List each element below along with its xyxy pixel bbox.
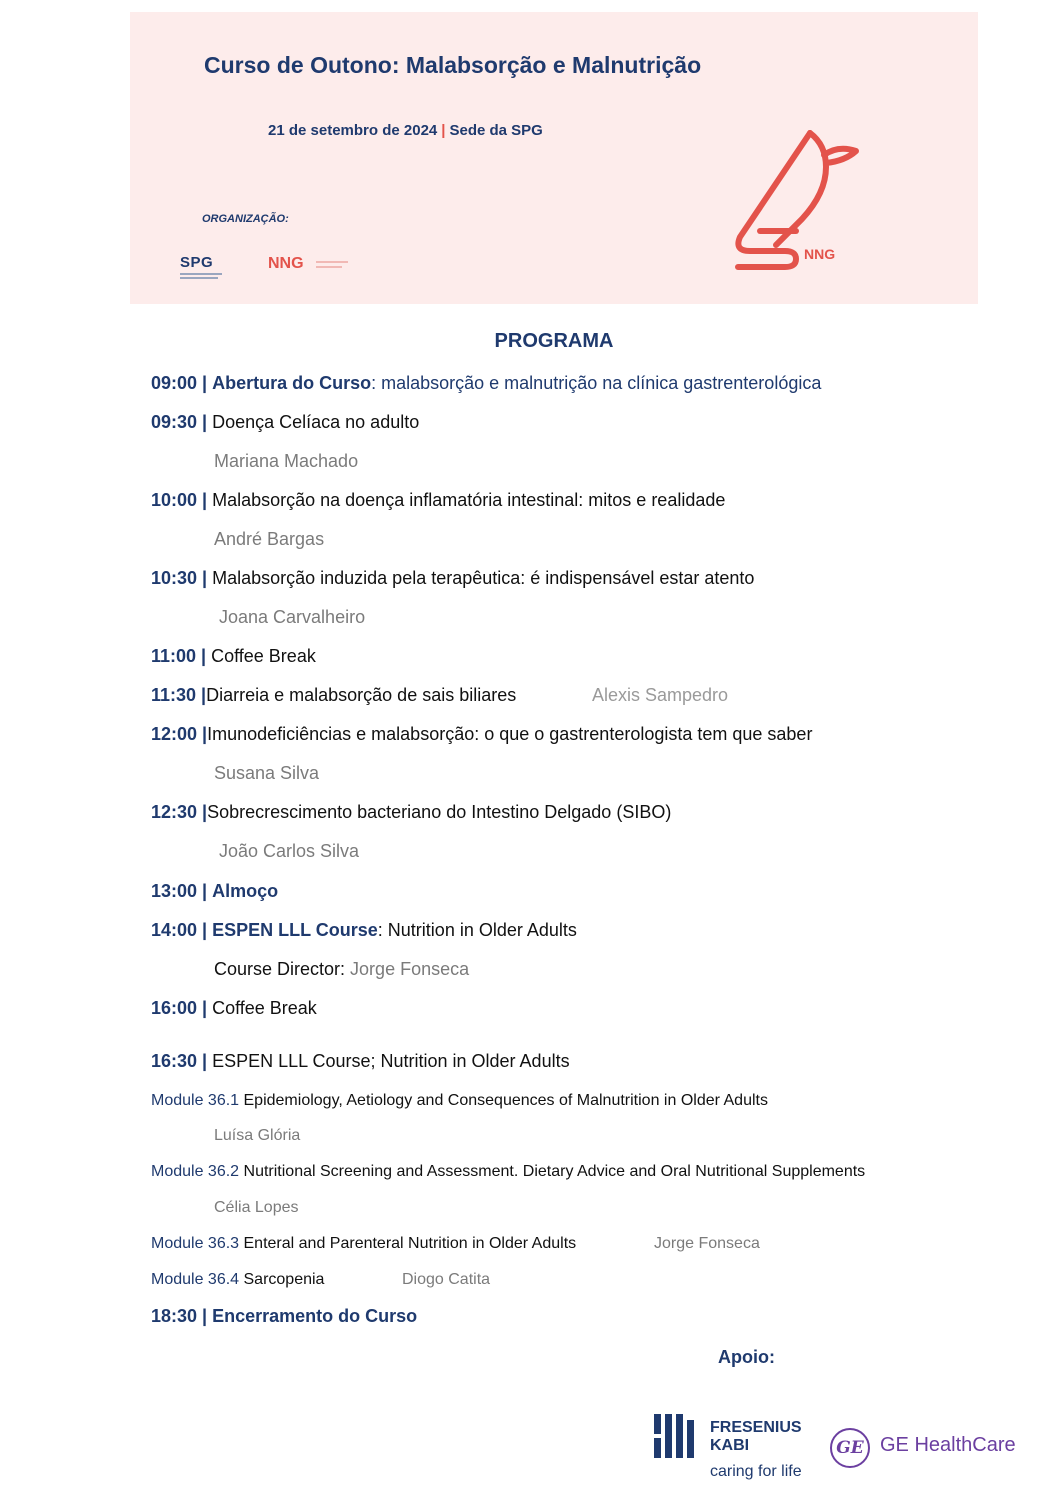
module-label: Module 36.2 <box>151 1163 240 1180</box>
module-label: Module 36.1 <box>151 1092 240 1109</box>
speaker: Mariana Machado <box>214 451 359 471</box>
program-item-1600 <box>151 998 317 1019</box>
sponsors-label: Apoio: <box>718 1347 775 1367</box>
speaker: João Carlos Silva <box>219 841 360 861</box>
bird-logo-text: NNG <box>804 246 836 262</box>
item-time: 11:30 | <box>151 685 207 705</box>
ge-healthcare-name: GE HealthCare <box>880 1434 1016 1456</box>
course-venue: Sede da SPG <box>449 122 543 139</box>
item-time: 10:00 | <box>151 490 208 510</box>
module-text: Enteral and Parenteral Nutrition in Older Adults <box>239 1235 577 1252</box>
item-text: ESPEN LLL Course; Nutrition in Older Adults <box>207 1051 570 1071</box>
item-time: 14:00 | <box>151 920 208 940</box>
module-label: Module 36.4 <box>151 1271 240 1288</box>
item-text: Malabsorção induzida pela terapêutica: é indispensável estar atento <box>207 568 755 588</box>
item-time: 16:30 | <box>151 1051 208 1071</box>
item-text: Diarreia e malabsorção de sais biliares <box>206 685 517 705</box>
program-item-1230 <box>151 802 671 823</box>
item-highlight: Encerramento do Curso <box>212 1306 418 1326</box>
item-time: 13:00 | <box>151 881 208 901</box>
module-36-1 <box>151 1092 768 1110</box>
program-item-0900 <box>151 373 821 394</box>
header-banner <box>130 12 978 304</box>
fresenius-line1: FRESENIUS <box>710 1419 802 1436</box>
module-36-4 <box>151 1271 324 1289</box>
item-highlight: Almoço <box>212 881 279 901</box>
program-item-0930 <box>151 412 419 433</box>
module-speaker: Diogo Catita <box>402 1271 491 1288</box>
program-item-1130 <box>151 685 516 706</box>
item-time: 12:30 | <box>151 802 208 822</box>
spg-logo-subtext-lines <box>180 273 230 279</box>
item-text: : Nutrition in Older Adults <box>377 920 577 940</box>
item-text: Coffee Break <box>206 646 316 666</box>
item-highlight: Abertura do Curso <box>212 373 372 393</box>
item-time: 09:00 | <box>151 373 208 393</box>
nng-bird-logo <box>730 127 870 282</box>
item-text: : malabsorção e malnutrição na clínica gastrenterológica <box>371 373 822 393</box>
course-date-venue <box>268 122 543 139</box>
course-director-line <box>214 959 469 980</box>
program-heading: PROGRAMA <box>494 330 614 352</box>
course-director-label: Course Director: <box>214 959 351 979</box>
module-36-2 <box>151 1163 865 1181</box>
item-time: 10:30 | <box>151 568 208 588</box>
fresenius-tagline: caring for life <box>710 1463 802 1480</box>
module-text: Epidemiology, Aetiology and Consequences of Malnutrition in Older Adults <box>239 1092 768 1109</box>
item-text: Coffee Break <box>207 998 317 1018</box>
program-item-1830 <box>151 1306 417 1327</box>
program-item-1400 <box>151 920 577 941</box>
nng-logo-text: NNG <box>268 255 304 272</box>
program-item-1200 <box>151 724 812 745</box>
item-time: 16:00 | <box>151 998 208 1018</box>
speaker: Joana Carvalheiro <box>219 607 366 627</box>
item-text: Doença Celíaca no adulto <box>207 412 420 432</box>
fresenius-kabi-icon <box>652 1414 696 1458</box>
speaker: Alexis Sampedro <box>592 685 729 705</box>
item-time: 09:30 | <box>151 412 208 432</box>
item-text: Malabsorção na doença inflamatória intestinal: mitos e realidade <box>207 490 726 510</box>
program-item-1000 <box>151 490 725 511</box>
module-label: Module 36.3 <box>151 1235 240 1252</box>
module-36-3 <box>151 1235 576 1253</box>
ge-monogram-icon: GE <box>830 1428 870 1468</box>
module-text: Sarcopenia <box>239 1271 325 1288</box>
nng-logo-small <box>268 255 304 273</box>
program-item-1630 <box>151 1051 570 1072</box>
fresenius-kabi-name <box>710 1419 802 1455</box>
course-title: Curso de Outono: Malabsorção e Malnutrição <box>204 52 702 78</box>
course-date: 21 de setembro de 2024 <box>268 122 438 139</box>
item-time: 11:00 | <box>151 646 207 666</box>
fresenius-kabi-logo <box>652 1414 802 1480</box>
item-time: 18:30 | <box>151 1306 208 1326</box>
item-highlight: ESPEN LLL Course <box>212 920 378 940</box>
item-time: 12:00 | <box>151 724 208 744</box>
organization-label: ORGANIZAÇÃO: <box>202 213 289 225</box>
module-speaker: Luísa Glória <box>214 1127 301 1144</box>
speaker: André Bargas <box>214 529 325 549</box>
item-text: Imunodeficiências e malabsorção: o que o gastrenterologista tem que saber <box>207 724 813 744</box>
program-item-1300 <box>151 881 278 902</box>
item-text: Sobrecrescimento bacteriano do Intestino Delgado (SIBO) <box>207 802 672 822</box>
program-item-1030 <box>151 568 754 589</box>
module-speaker: Jorge Fonseca <box>654 1235 760 1252</box>
date-separator: | <box>441 122 446 139</box>
spg-logo <box>180 254 230 279</box>
speaker: Jorge Fonseca <box>350 959 470 979</box>
module-text: Nutritional Screening and Assessment. Dietary Advice and Oral Nutritional Supplements <box>239 1163 866 1180</box>
module-speaker: Célia Lopes <box>214 1199 299 1216</box>
program-item-1100 <box>151 646 316 667</box>
speaker: Susana Silva <box>214 763 320 783</box>
fresenius-line2: KABI <box>710 1437 750 1454</box>
spg-logo-text: SPG <box>180 254 214 271</box>
